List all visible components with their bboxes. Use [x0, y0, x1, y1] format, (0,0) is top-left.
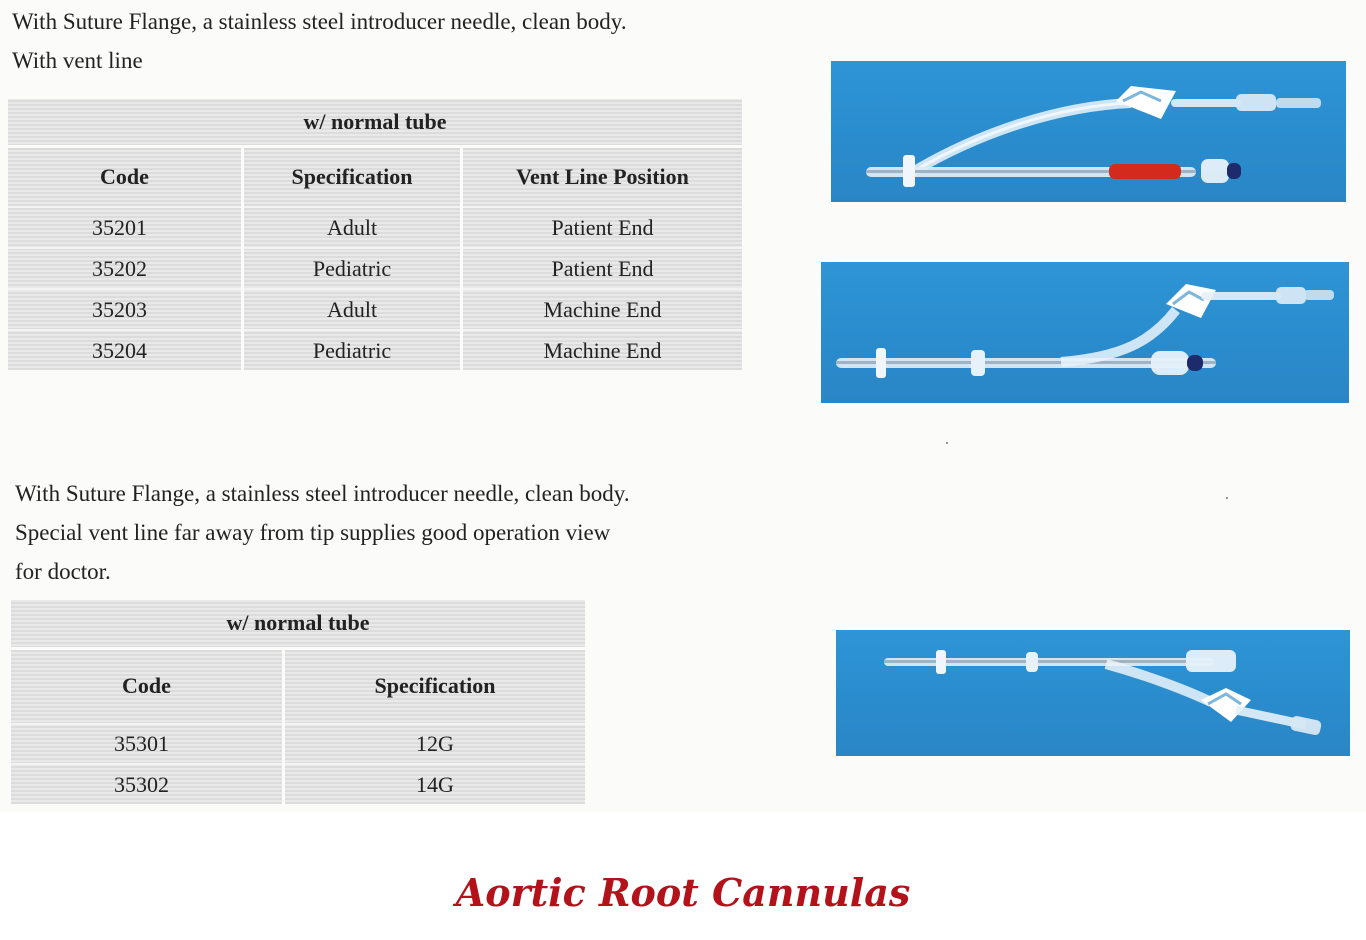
column-header-specification: Specification	[374, 673, 496, 699]
specification-cell: Adult	[243, 207, 462, 248]
specification-cell: 12G	[284, 724, 586, 765]
scan-speck	[1226, 497, 1228, 499]
page-title: Aortic Root Cannulas	[455, 870, 911, 915]
table-row	[11, 724, 585, 765]
code-cell: 35203	[8, 289, 243, 330]
specification-cell: Pediatric	[243, 330, 462, 370]
code-cell: 35202	[8, 248, 243, 289]
vent-line-position-cell: Patient End	[462, 248, 743, 289]
cannula-photo-1	[831, 61, 1346, 202]
specification-cell: Adult	[243, 289, 462, 330]
cannula-photo-3	[836, 630, 1350, 756]
specification-cell: Pediatric	[243, 248, 462, 289]
code-cell: 35302	[11, 764, 284, 804]
code-cell: 35201	[8, 207, 243, 248]
code-cell: 35301	[11, 724, 284, 765]
product-table-2	[11, 600, 585, 804]
vent-line-position-cell: Machine End	[462, 289, 743, 330]
product-description-2: With Suture Flange, a stainless steel introducer needle, clean body. Special vent line far away from tip supplies good operation view for doctor.	[15, 481, 630, 584]
column-header-code: Code	[11, 648, 284, 724]
scan-speck	[946, 442, 948, 444]
table-caption: w/ normal tube	[8, 99, 742, 147]
cannula-photo-2	[821, 262, 1349, 403]
table-row	[8, 330, 742, 370]
product-table-1	[8, 99, 742, 370]
code-cell: 35204	[8, 330, 243, 370]
table-row	[11, 764, 585, 804]
vent-line-position-cell: Patient End	[462, 207, 743, 248]
table-row	[8, 289, 742, 330]
specification-cell: 14G	[284, 764, 586, 804]
table-row	[8, 207, 742, 248]
column-header-specification: Specification	[243, 147, 462, 208]
product-description-1: With Suture Flange, a stainless steel introducer needle, clean body. With vent line	[12, 9, 627, 73]
table-caption: w/ normal tube	[11, 600, 585, 648]
column-header-code: Code	[8, 147, 243, 208]
column-header-vent-line-position: Vent Line Position	[516, 164, 689, 189]
table-row	[8, 248, 742, 289]
vent-line-position-cell: Machine End	[462, 330, 743, 370]
